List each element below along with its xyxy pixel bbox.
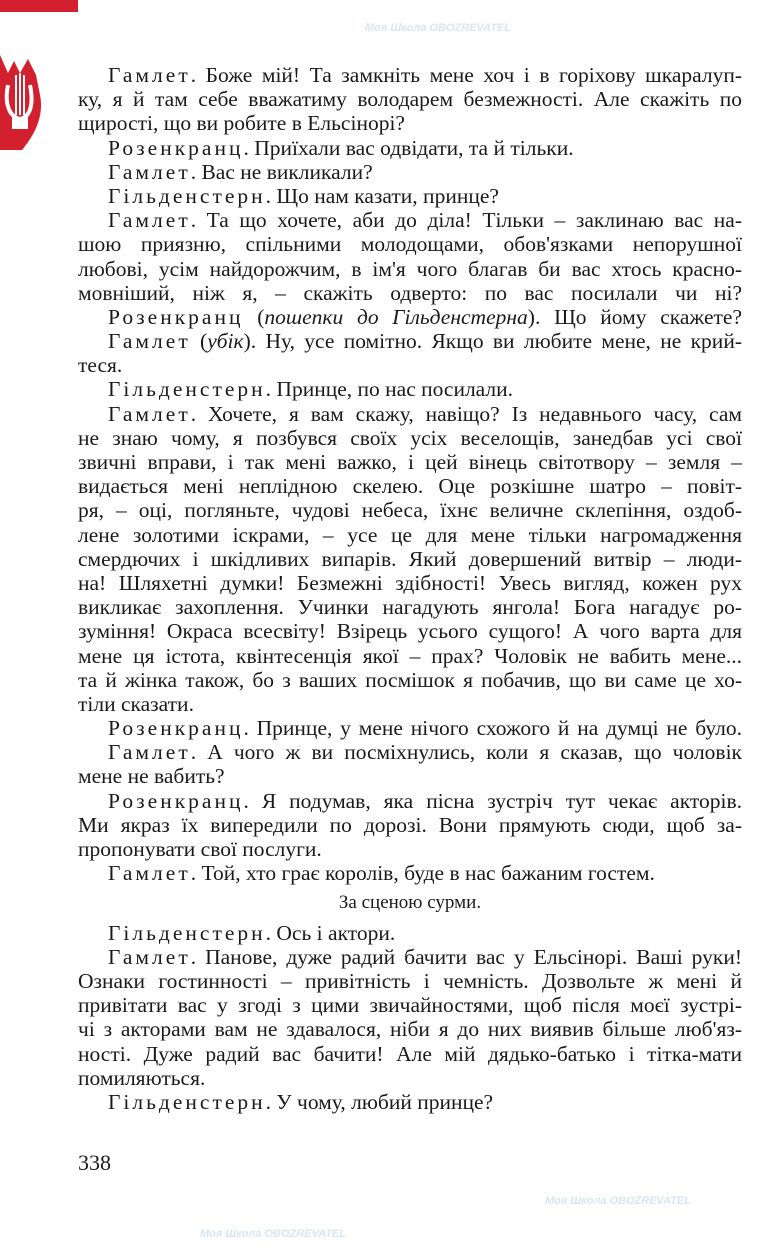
dialogue-paragraph [78, 740, 742, 788]
text-line: Гамлет. Хочете, я вам скажу, навіщо? Із недавнього часу, сам [108, 401, 742, 426]
speaker-name: Розенкранц [108, 135, 244, 160]
dialogue-paragraph [78, 184, 742, 208]
text-line: привітати вас у згоді з цими звичайностями, щоб після моєї зустрі- [78, 993, 742, 1018]
text-line: ності. Дуже радий вас бачити! Але мій дядько-батько і тітка-мати [78, 1041, 742, 1066]
dialogue-paragraph [78, 945, 742, 1090]
speaker-name: Гільденстерн [108, 183, 266, 208]
text-line: ку, я й там себе вважатиму володарем безмежності. Але скажіть по [78, 87, 742, 112]
text-line: не знаю чому, я позбувся своїх усіх веселощів, занедбав усі свої [78, 425, 742, 450]
text-line: тіли сказати. [78, 691, 194, 716]
text-line: викликає захоплення. Учинки нагадують янгола! Бога нагадує ро- [78, 595, 742, 620]
dialogue-paragraph [78, 861, 742, 885]
text-line: чі з акторами вам не здавалося, ніби я до них виявив більше люб'яз- [78, 1017, 742, 1042]
dialogue-paragraph [78, 208, 742, 305]
text-line: Гільденстерн. Ось і актори. [108, 920, 396, 945]
dialogue-paragraph [78, 402, 742, 716]
text-line: лене золотими іскрами, – усе це для мене тільки нагромадження [78, 522, 742, 547]
text-line: Розенкранц. Приїхали вас одвідати, та й тільки. [108, 135, 574, 160]
dialogue-paragraph [78, 1090, 742, 1114]
speaker-name: Гамлет [108, 740, 191, 765]
speaker-name: Гільденстерн [108, 920, 266, 945]
speaker-name: Гільденстерн [108, 1089, 266, 1114]
text-line: мовніший, ніж я, – скажіть одверто: по вас посилали чи ні? [78, 280, 742, 305]
text-line: Гамлет. А чого ж ви посміхнулись, коли я сказав, що чоловік [108, 740, 742, 765]
dialogue-paragraph [78, 305, 742, 329]
dialogue-paragraph [78, 921, 742, 945]
text-line: любові, усім найдорожчим, в ім'я чого благав би вас хтось красно- [78, 256, 742, 281]
speaker-name: Гамлет [108, 63, 191, 87]
dialogue-paragraph [78, 160, 742, 184]
text-line: мене ця істота, квінтесенція якої – прах? Чоловік не вабить мене... [78, 643, 742, 668]
page-number: 338 [78, 1150, 111, 1175]
text-line: Гамлет (убік). Ну, усе помітно. Якщо ви любите мене, не крий- [108, 329, 742, 354]
chapter-color-bar [0, 0, 78, 12]
text-line: смердючих і шкідливих випарів. Який довершений витвір – люди- [78, 546, 742, 571]
speaker-name: Розенкранц [108, 304, 244, 329]
speaker-name: Гамлет [108, 159, 191, 184]
dialogue-paragraph [78, 329, 742, 377]
dialogue-paragraph [78, 63, 742, 136]
text-line: Розенкранц (пошепки до Гільденстерна). Що йому скажете? [108, 304, 742, 329]
text-line: мене не вабить? [78, 764, 225, 789]
text-line: Розенкранц. Я подумав, яка пісна зустріч тут чекає акторів. [108, 788, 742, 813]
speaker-name: Гільденстерн [108, 377, 266, 402]
text-line: видається мені неплідною скелею. Оце розкішне шатро – повіт- [78, 474, 742, 499]
text-line: зуміння! Окраса всесвіту! Взірець усього сущого! А чого варта для [78, 619, 742, 644]
stage-aside: убік [207, 329, 244, 354]
text-line: пропонувати свої послуги. [78, 837, 322, 861]
text-line: Ознаки гостинності – привітність і чемність. Дозвольте ж мені й [78, 968, 742, 993]
text-line: помиляються. [78, 1065, 206, 1090]
text-line: Гамлет. Вас не викликали? [108, 159, 373, 184]
text-line: теся. [78, 353, 123, 378]
text-line: Гамлет. Та що хочете, аби до діла! Тільки – заклинаю вас на- [108, 208, 742, 233]
text-line: Гамлет. Боже мій! Та замкніть мене хоч і в горіхову шкаралуп- [108, 63, 742, 87]
text-line: Гільденстерн. Що нам казати, принце? [108, 183, 499, 208]
text-line: Гільденстерн. У чому, любий принце? [108, 1089, 494, 1114]
speaker-name: Гамлет [108, 401, 191, 426]
stage-aside: пошепки до Гільденстерна [264, 304, 528, 329]
lyre-icon [0, 55, 44, 150]
speaker-name: Розенкранц [108, 716, 244, 741]
text-line: шою приязню, спільними молодощами, обов'язками непорушної [78, 232, 742, 257]
text-line: та й жінка також, бо з ваших посмішок я побачив, що ви саме це хо- [78, 667, 742, 692]
watermark: Моя Школа OBOZREVATEL [545, 1195, 691, 1207]
speaker-name: Гамлет [108, 208, 191, 233]
play-text [78, 63, 742, 1114]
dialogue-paragraph [78, 789, 742, 862]
text-line: Гамлет. Той, хто грає королів, буде в нас бажаним гостем. [108, 861, 655, 886]
speaker-name: Розенкранц [108, 788, 244, 813]
stage-direction: За сценою сурми. [338, 891, 482, 913]
dialogue-paragraph [78, 377, 742, 401]
watermark: Моя Школа OBOZREVATEL [200, 1228, 346, 1240]
text-line: Ми якраз їх випередили по дорозі. Вони прямують сюди, щоб за- [78, 812, 742, 837]
text-line: ря, – оці, погляньте, чудові небеса, їхнє величне склепіння, оздоб- [78, 498, 742, 523]
text-line: Розенкранц. Принце, у мене нічого схожого й на думці не було. [108, 716, 742, 741]
speaker-name: Гамлет [108, 329, 191, 354]
dialogue-paragraph [78, 136, 742, 160]
text-line: Гамлет. Панове, дуже радий бачити вас у Ельсінорі. Ваші руки! [108, 944, 742, 969]
watermark: Моя Школа OBOZREVATEL [365, 22, 511, 34]
text-line: Гільденстерн. Принце, по нас посилали. [108, 377, 514, 402]
text-line: звичні вправи, і так мені важко, і цей вінець світотвору – земля – [78, 450, 742, 474]
text-line: на! Шляхетні думки! Безмежні здібності! Увесь вигляд, кожен рух [78, 570, 742, 595]
text-line: щирості, що ви робите в Ельсінорі? [78, 111, 405, 136]
speaker-name: Гамлет [108, 861, 191, 886]
dialogue-paragraph [78, 716, 742, 740]
speaker-name: Гамлет [108, 944, 191, 969]
